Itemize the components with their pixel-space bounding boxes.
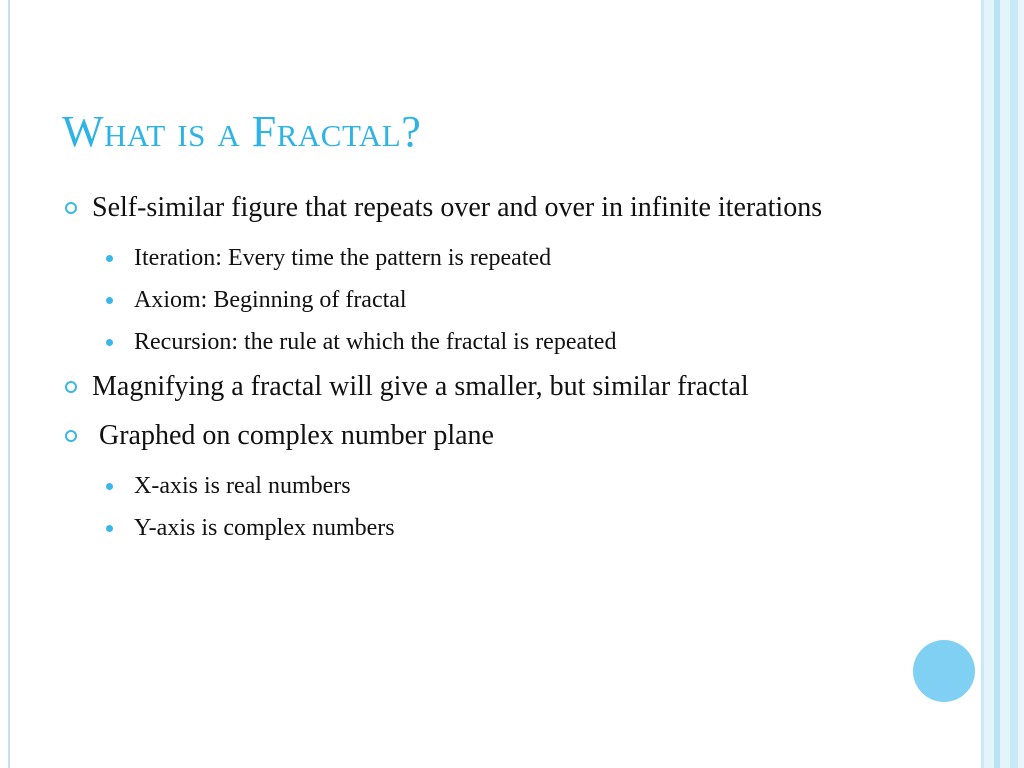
dot-bullet-icon xyxy=(106,525,113,532)
sub-bullet-text: Recursion: the rule at which the fractal is repeated xyxy=(134,329,617,355)
bullet-item xyxy=(62,367,902,406)
sub-bullet-text: Axiom: Beginning of fractal xyxy=(134,287,407,313)
ring-bullet-icon xyxy=(65,430,77,442)
dot-bullet-icon xyxy=(106,297,113,304)
stripe xyxy=(1000,0,1010,768)
sub-bullet-text: Y-axis is complex numbers xyxy=(134,515,395,541)
bullet-text: Graphed on complex number plane xyxy=(92,420,494,451)
stripe xyxy=(1018,0,1024,768)
right-decorative-stripes xyxy=(976,0,1024,768)
sub-bullet-item xyxy=(62,279,902,321)
sub-bullet-list xyxy=(62,237,902,363)
sub-bullet-text: X-axis is real numbers xyxy=(134,473,351,499)
left-border-line xyxy=(8,0,10,768)
stripe xyxy=(984,0,994,768)
dot-bullet-icon xyxy=(106,483,113,490)
bullet-text: Self-similar figure that repeats over and over in infinite iterations xyxy=(92,192,823,223)
slide-body xyxy=(62,188,902,553)
sub-bullet-item xyxy=(62,321,902,363)
sub-bullet-item xyxy=(62,237,902,279)
sub-bullet-item xyxy=(62,507,902,549)
sub-bullet-list xyxy=(62,465,902,549)
slide-title: What is a Fractal? xyxy=(62,107,422,156)
bullet-item xyxy=(62,416,902,455)
dot-bullet-icon xyxy=(106,255,113,262)
dot-bullet-icon xyxy=(106,339,113,346)
decorative-circle xyxy=(913,640,975,702)
sub-bullet-text: Iteration: Every time the pattern is repeated xyxy=(134,245,552,271)
ring-bullet-icon xyxy=(65,381,77,393)
bullet-text: Magnifying a fractal will give a smaller, but similar fractal xyxy=(92,371,749,402)
stripe xyxy=(1010,0,1018,768)
ring-bullet-icon xyxy=(65,202,77,214)
bullet-item xyxy=(62,188,902,227)
sub-bullet-item xyxy=(62,465,902,507)
